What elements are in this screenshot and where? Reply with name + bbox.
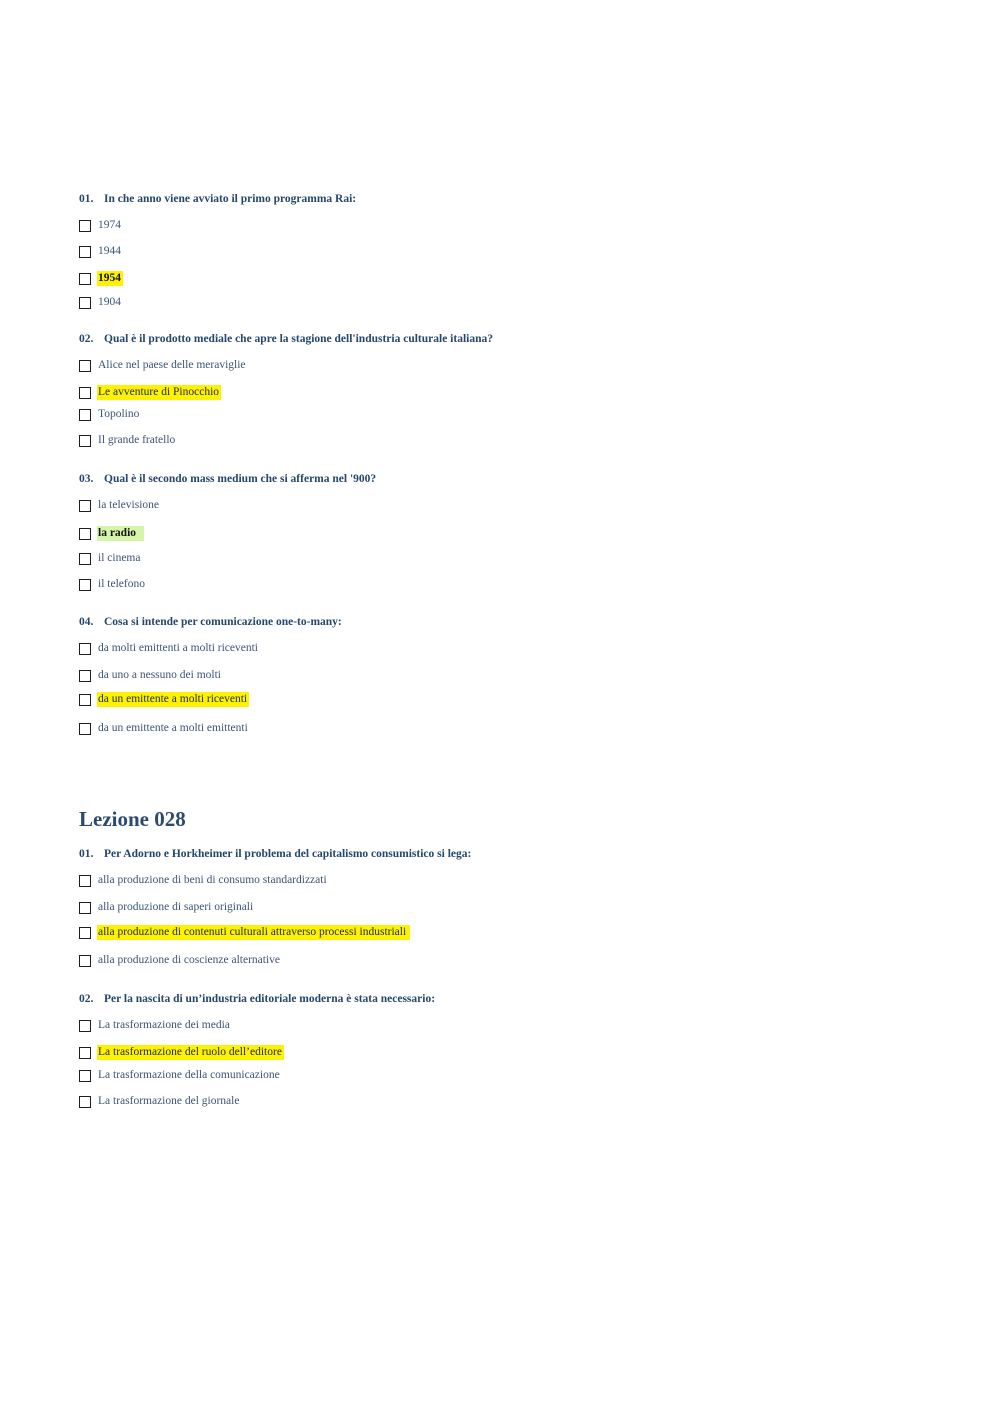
option-label: 1944 <box>98 245 121 257</box>
option-label: la radio <box>97 526 144 541</box>
checkbox[interactable] <box>79 579 91 591</box>
checkbox[interactable] <box>79 273 91 285</box>
question-text: Qual è il prodotto mediale che apre la stagione dell'industria culturale italiana? <box>104 333 493 345</box>
checkbox[interactable] <box>79 246 91 258</box>
checkbox[interactable] <box>79 435 91 447</box>
question-text: In che anno viene avviato il primo programma Rai: <box>104 193 357 205</box>
question-1 <box>79 193 356 205</box>
option-label: Le avventure di Pinocchio <box>98 386 220 398</box>
option-label: Topolino <box>98 408 140 420</box>
option-label: La trasformazione della comunicazione <box>98 1069 280 1081</box>
option-label: La trasformazione del ruolo dell’editore <box>98 1046 282 1058</box>
question-1 <box>79 848 471 860</box>
option-label: Il grande fratello <box>98 434 176 446</box>
checkbox[interactable] <box>79 723 91 735</box>
option-label: 1954 <box>98 272 121 284</box>
option-label: alla produzione di contenuti culturali attraverso processi industriali <box>97 925 410 940</box>
checkbox[interactable] <box>79 553 91 565</box>
option-label: da uno a nessuno dei molti <box>98 669 221 681</box>
option-label: il telefono <box>98 578 145 590</box>
checkbox[interactable] <box>79 360 91 372</box>
question-text: Qual è il secondo mass medium che si afferma nel '900? <box>104 473 377 485</box>
question-text: Cosa si intende per comunicazione one-to-many: <box>104 616 342 628</box>
option-label: La trasformazione del giornale <box>98 1095 240 1107</box>
question-3 <box>79 473 376 485</box>
checkbox[interactable] <box>79 387 91 399</box>
question-text: Per la nascita di un’industria editoriale moderna è stata necessario: <box>104 993 436 1005</box>
lesson-title: Lezione 028 <box>79 807 186 831</box>
checkbox[interactable] <box>79 500 91 512</box>
checkbox[interactable] <box>79 220 91 232</box>
option-label: alla produzione di coscienze alternative <box>98 954 280 966</box>
question-number: 01. <box>79 848 94 860</box>
option-label: il cinema <box>98 552 141 564</box>
question-4 <box>79 616 342 628</box>
checkbox[interactable] <box>79 528 91 540</box>
checkbox[interactable] <box>79 409 91 421</box>
option-label: da molti emittenti a molti riceventi <box>98 642 259 654</box>
option-label: 1974 <box>98 219 121 231</box>
checkbox[interactable] <box>79 694 91 706</box>
option-label: La trasformazione dei media <box>98 1019 230 1031</box>
option-label: 1904 <box>98 296 121 308</box>
checkbox[interactable] <box>79 1070 91 1082</box>
question-2 <box>79 333 493 345</box>
checkbox[interactable] <box>79 955 91 967</box>
question-number: 03. <box>79 473 94 485</box>
checkbox[interactable] <box>79 1020 91 1032</box>
checkbox[interactable] <box>79 670 91 682</box>
checkbox[interactable] <box>79 927 91 939</box>
question-number: 01. <box>79 193 94 205</box>
checkbox[interactable] <box>79 1096 91 1108</box>
option-label: da un emittente a molti emittenti <box>98 722 248 734</box>
checkbox[interactable] <box>79 902 91 914</box>
checkbox[interactable] <box>79 643 91 655</box>
option-label: Alice nel paese delle meraviglie <box>98 359 246 371</box>
option-label: da un emittente a molti riceventi <box>98 693 248 705</box>
question-2 <box>79 993 435 1005</box>
question-text: Per Adorno e Horkheimer il problema del capitalismo consumistico si lega: <box>104 848 472 860</box>
checkbox[interactable] <box>79 297 91 309</box>
checkbox[interactable] <box>79 875 91 887</box>
checkbox[interactable] <box>79 1047 91 1059</box>
option-label: alla produzione di saperi originali <box>98 901 254 913</box>
option-label: la televisione <box>98 499 159 511</box>
question-number: 04. <box>79 616 94 628</box>
question-number: 02. <box>79 333 94 345</box>
option-label: alla produzione di beni di consumo standardizzati <box>98 874 327 886</box>
question-number: 02. <box>79 993 94 1005</box>
